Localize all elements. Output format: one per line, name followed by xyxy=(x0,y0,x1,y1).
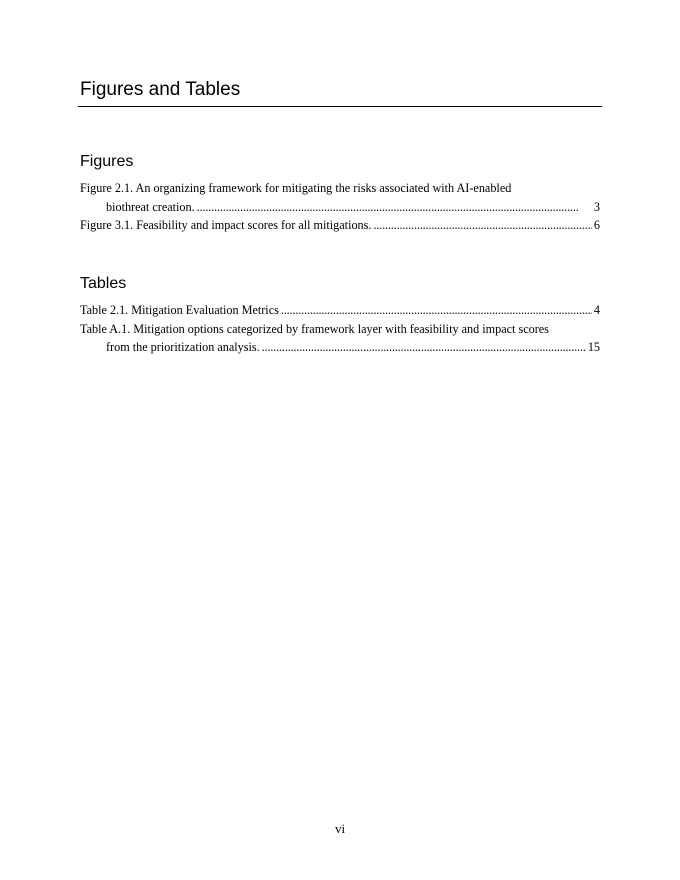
toc-entry-title: Table A.1. Mitigation options categorized by framework layer with feasibility and impact scores xyxy=(80,321,549,336)
toc-entry-title-continued: biothreat creation. xyxy=(106,199,195,214)
tables-list xyxy=(80,301,600,357)
toc-entry-title-continued: from the prioritization analysis. xyxy=(106,340,260,354)
toc-line xyxy=(80,216,600,235)
title-underline xyxy=(78,106,602,107)
toc-entry-title: Table 2.1. Mitigation Evaluation Metrics xyxy=(80,303,279,317)
figures-heading: Figures xyxy=(80,153,134,170)
toc-entry-figure-2-1[interactable] xyxy=(80,179,600,216)
toc-page-number: 3 xyxy=(593,199,600,214)
dot-leader xyxy=(197,198,592,217)
figures-list xyxy=(80,179,600,235)
toc-line-continued xyxy=(80,338,600,357)
toc-line xyxy=(80,320,600,339)
toc-page-number: 4 xyxy=(593,303,600,317)
toc-page-number: 15 xyxy=(587,340,600,354)
page-number-footer: vi xyxy=(334,821,346,836)
toc-entry-title: Figure 3.1. Feasibility and impact scores for all mitigations. xyxy=(80,218,372,232)
dot-leader xyxy=(281,301,592,320)
toc-entry-table-a-1[interactable] xyxy=(80,320,600,357)
toc-line xyxy=(80,301,600,320)
toc-entry-table-2-1[interactable] xyxy=(80,301,600,320)
toc-line xyxy=(80,179,600,198)
dot-leader xyxy=(373,216,591,235)
toc-entry-title: Figure 2.1. An organizing framework for mitigating the risks associated with AI-enabled xyxy=(80,181,512,195)
tables-heading: Tables xyxy=(80,275,127,292)
toc-page-number: 6 xyxy=(593,218,600,232)
page-title: Figures and Tables xyxy=(80,79,241,100)
toc-line-continued xyxy=(80,198,600,217)
dot-leader xyxy=(262,338,586,357)
toc-entry-figure-3-1[interactable] xyxy=(80,216,600,235)
